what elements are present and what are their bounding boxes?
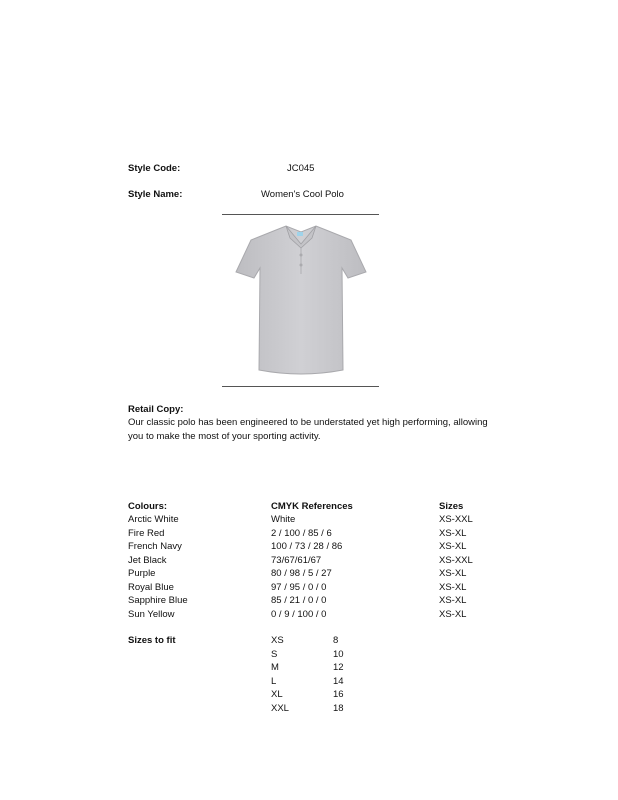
header-cmyk: CMYK References (271, 501, 353, 512)
size-range: XS-XXL (439, 514, 473, 525)
colour-row (128, 568, 488, 581)
cmyk-reference: 2 / 100 / 85 / 6 (271, 527, 332, 539)
colour-row (128, 514, 488, 527)
colour-name: Sun Yellow (128, 608, 175, 620)
colour-row (128, 555, 488, 568)
fit-size: S (271, 648, 278, 660)
style-code-label: Style Code: (128, 163, 181, 174)
size-range: XS-XL (439, 595, 467, 606)
retail-copy-line2: you to make the most of your sporting activity. (128, 431, 321, 442)
fit-uk-size: 8 (333, 635, 339, 646)
cmyk-reference: 97 / 95 / 0 / 0 (271, 581, 327, 593)
fit-uk-size: 16 (333, 689, 344, 700)
colour-name: Fire Red (128, 527, 165, 539)
size-range: XS-XL (439, 568, 467, 579)
divider-top (222, 214, 379, 215)
cmyk-reference: 85 / 21 / 0 / 0 (271, 595, 327, 606)
product-image (226, 222, 376, 378)
colour-row (128, 609, 488, 622)
colour-name: Sapphire Blue (128, 595, 188, 606)
size-range: XS-XL (439, 527, 467, 539)
cmyk-reference: 73/67/61/67 (271, 554, 322, 566)
style-code-value: JC045 (287, 163, 315, 174)
fit-size: XS (271, 635, 284, 646)
fit-uk-size: 12 (333, 662, 344, 673)
fit-uk-size: 14 (333, 675, 344, 687)
style-name-value: Women's Cool Polo (261, 189, 344, 200)
sizes-to-fit-label: Sizes to fit (128, 635, 176, 646)
fit-size: XXL (271, 702, 289, 714)
retail-copy-label: Retail Copy: (128, 404, 184, 415)
colour-name: French Navy (128, 541, 182, 552)
fit-size: M (271, 662, 279, 673)
fit-size: L (271, 675, 277, 687)
colour-name: Purple (128, 568, 156, 579)
colour-name: Arctic White (128, 514, 179, 525)
header-colours: Colours: (128, 501, 168, 512)
colour-row (128, 582, 488, 595)
label-tag-icon (297, 232, 303, 236)
divider-bottom (222, 386, 379, 387)
size-range: XS-XL (439, 581, 467, 593)
cmyk-reference: 80 / 98 / 5 / 27 (271, 568, 332, 579)
size-range: XS-XXL (439, 554, 473, 566)
colour-row (128, 541, 488, 554)
polo-shirt-icon (226, 222, 376, 378)
fit-size: XL (271, 689, 283, 700)
cmyk-reference: 100 / 73 / 28 / 86 (271, 541, 343, 552)
cmyk-reference: 0 / 9 / 100 / 0 (271, 608, 327, 620)
colour-row (128, 528, 488, 541)
cmyk-reference: White (271, 514, 296, 525)
retail-copy-line1: Our classic polo has been engineered to be understated yet high performing, allowing (128, 417, 488, 428)
colour-name: Royal Blue (128, 581, 174, 593)
colour-row (128, 595, 488, 608)
fit-uk-size: 18 (333, 702, 344, 714)
size-range: XS-XL (439, 541, 467, 552)
style-name-label: Style Name: (128, 189, 183, 200)
colours-table-header (128, 501, 488, 514)
colour-name: Jet Black (128, 554, 167, 566)
fit-uk-size: 10 (333, 648, 344, 660)
size-range: XS-XL (439, 608, 467, 620)
header-sizes: Sizes (439, 501, 464, 512)
